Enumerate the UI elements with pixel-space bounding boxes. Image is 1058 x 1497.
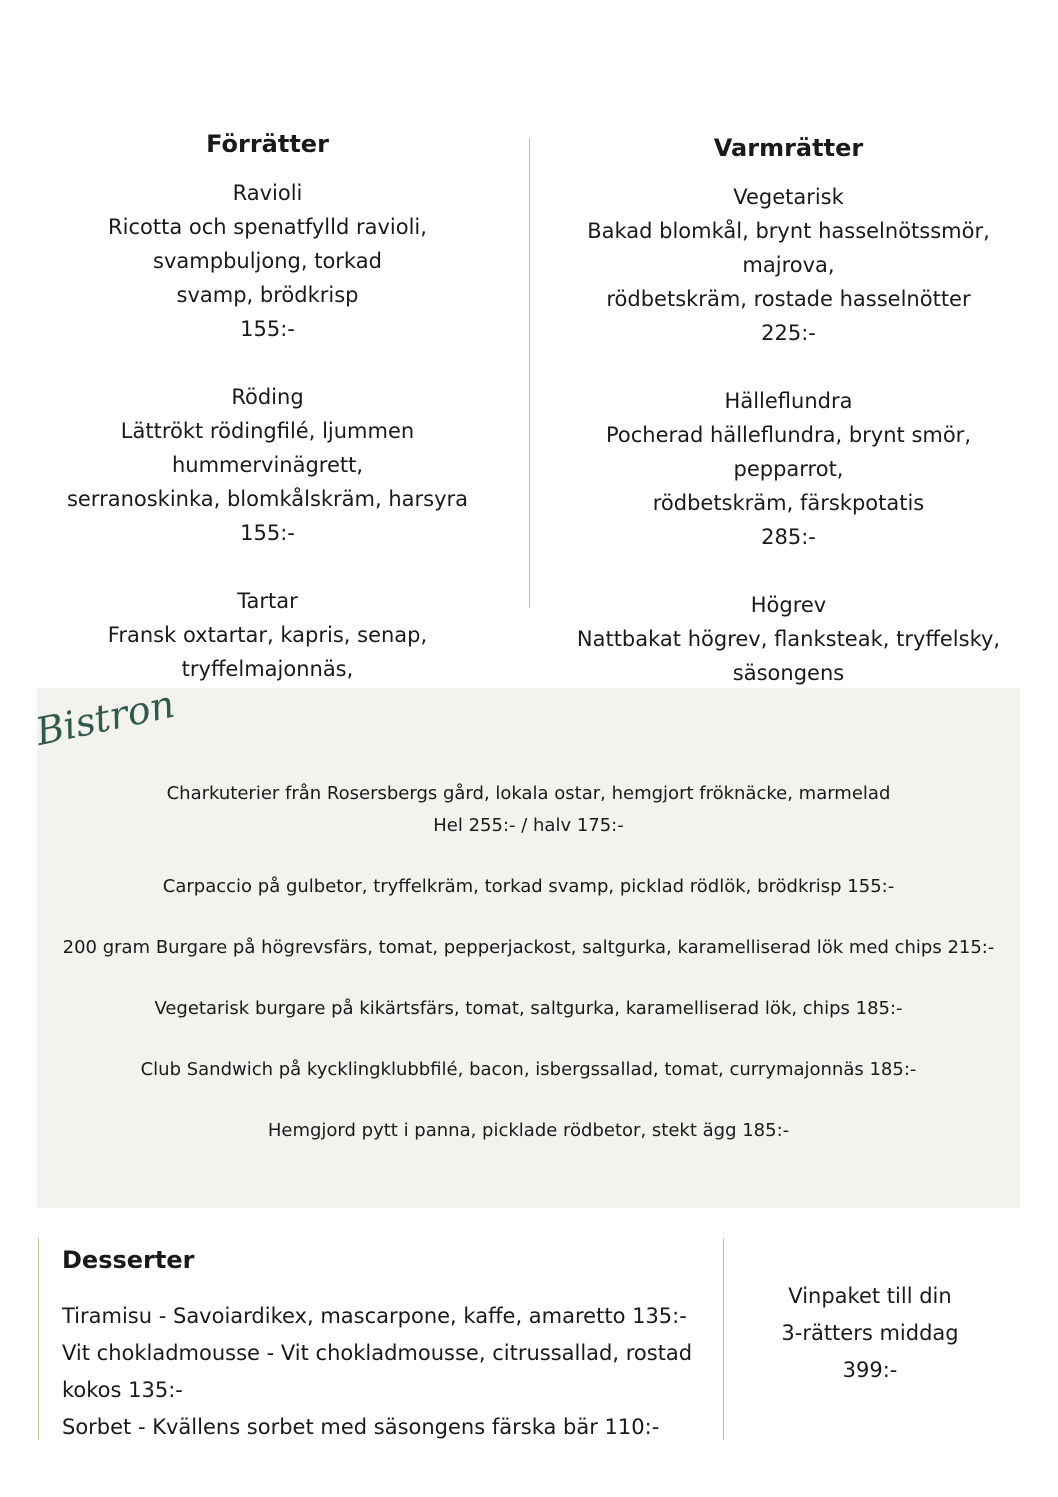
dish-description: rödbetskräm, färskpotatis	[652, 491, 925, 515]
dish-price: 155:-	[240, 317, 295, 341]
menu-item	[556, 180, 1021, 350]
dish-name: Högrev	[750, 593, 827, 617]
mains-heading: Varmrätter	[713, 134, 864, 162]
dish-description: Nattbakat högrev, flanksteak, tryffelsky, säsongens	[576, 627, 1001, 685]
list-item: Vegetarisk burgare på kikärtsfärs, tomat, saltgurka, karamelliserad lök, chips 185:-	[154, 998, 903, 1019]
menu-item	[40, 380, 495, 550]
desserts-heading: Desserter	[62, 1246, 195, 1274]
desserts-left-divider	[38, 1238, 39, 1440]
dish-description: serranoskinka, blomkålskräm, harsyra	[66, 487, 469, 511]
bistro-item-text: Charkuterier från Rosersbergs gård, lokala ostar, hemgjort fröknäcke, marmelad	[166, 783, 891, 804]
dish-description: Ricotta och spenatfylld ravioli, svampbuljong, torkad	[108, 215, 427, 273]
dish-description: svamp, brödkrisp	[176, 283, 359, 307]
dish-name: Tartar	[237, 589, 298, 613]
bistro-logo: Bistron	[31, 681, 179, 754]
list-item: Tiramisu - Savoiardikex, mascarpone, kaffe, amaretto 135:-	[62, 1304, 687, 1328]
wine-divider	[723, 1238, 724, 1440]
bistro-section	[31, 681, 1020, 1208]
desserts-section	[62, 1240, 712, 1446]
starters-heading: Förrätter	[206, 130, 329, 158]
wine-package-text: Vinpaket till din	[788, 1284, 952, 1308]
list-item	[37, 778, 1020, 842]
dish-description: Bakad blomkål, brynt hasselnötssmör, majrova,	[587, 219, 990, 277]
dish-price: 285:-	[761, 525, 816, 549]
dish-name: Röding	[231, 385, 304, 409]
column-divider	[529, 138, 530, 608]
list-item: Club Sandwich på kycklingklubbfilé, bacon, isbergssallad, tomat, currymajonnäs 185:-	[140, 1059, 917, 1080]
bistro-item-price: Hel 255:- / halv 175:-	[433, 815, 624, 836]
list-item: 200 gram Burgare på högrevsfärs, tomat, pepperjackost, saltgurka, karamelliserad lök med chips 215:-	[62, 937, 995, 958]
dish-description: Pocherad hälleflundra, brynt smör, pepparrot,	[605, 423, 971, 481]
menu-item	[556, 384, 1021, 554]
dish-description: Fransk oxtartar, kapris, senap, tryffelmajonnäs,	[107, 623, 428, 681]
dish-description: rödbetskräm, rostade hasselnötter	[606, 287, 971, 311]
wine-package-text: 3-rätters middag	[781, 1321, 959, 1345]
list-item: Sorbet - Kvällens sorbet med säsongens färska bär 110:-	[62, 1415, 660, 1439]
bistro-menu-list	[37, 778, 1020, 1176]
list-item: Hemgjord pytt i panna, picklade rödbetor, stekt ägg 185:-	[267, 1120, 790, 1141]
menu-item	[40, 176, 495, 346]
dish-name: Ravioli	[232, 181, 303, 205]
dish-name: Vegetarisk	[733, 185, 844, 209]
list-item: Carpaccio på gulbetor, tryffelkräm, torkad svamp, picklad rödlök, brödkrisp 155:-	[162, 876, 895, 897]
dish-name: Hälleflundra	[724, 389, 853, 413]
list-item: Vit chokladmousse - Vit chokladmousse, citrussallad, rostad kokos 135:-	[62, 1341, 693, 1402]
dish-price: 155:-	[240, 521, 295, 545]
wine-package	[745, 1278, 995, 1389]
dish-price: 225:-	[761, 321, 816, 345]
dish-description: Lättrökt rödingfilé, ljummen hummervinägrett,	[120, 419, 415, 477]
wine-package-price: 399:-	[842, 1358, 898, 1382]
